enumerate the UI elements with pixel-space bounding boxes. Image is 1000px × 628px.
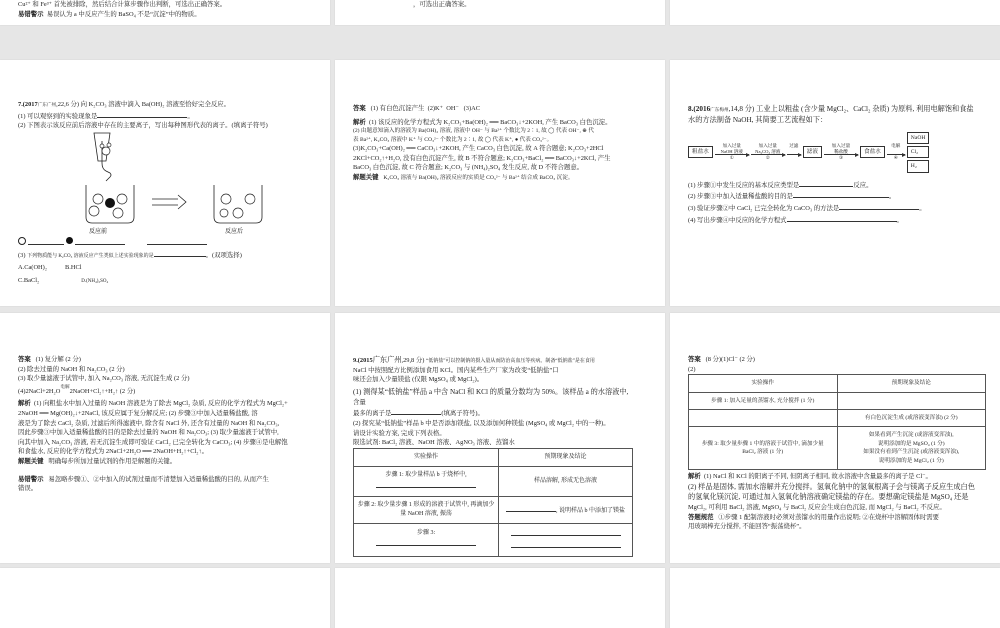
page-bottom-middle xyxy=(335,568,665,628)
label-warn: 易错警示 xyxy=(18,10,44,18)
subquestion-2: (2) 步骤③中加入适量稀盐酸的目的是 xyxy=(688,193,793,201)
question-stem: 味还会加入少量镁盐 (仅限 MgSO₄ 或 MgCl₂)。 xyxy=(353,376,484,384)
table-cell: 有白色沉淀生成 (或溶液变浑浊) (2 分) xyxy=(837,410,986,427)
page-bottom-right xyxy=(670,568,1000,628)
subquestion-1: 最多的离子是 xyxy=(353,410,392,418)
answer-text: (2)K⁺ xyxy=(427,105,444,112)
table-row xyxy=(354,466,633,496)
question-source: 广东广州 xyxy=(37,102,57,107)
text-line: ，可选出正确答案。 xyxy=(413,1,471,8)
table-cell: 步骤 3: 取少量步骤 1 中的溶液于试管中, 滴加少量 xyxy=(701,440,824,447)
reagent-list: 限选试剂: BaCl₂ 溶液、NaOH 溶液、AgNO₃ 溶液、蒸馏水 xyxy=(353,439,515,447)
page-bottom-left xyxy=(0,568,330,628)
explanation-line: BaCO₃ 白色沉淀, 故 C 符合题意; K₂CO₃ 与 (NH₄)₂SO₄ 发生反应, 故 D 不符合题意。 xyxy=(353,164,584,172)
question-points: ,14,8 分) xyxy=(728,105,755,113)
flow-box: NaOH xyxy=(907,132,930,144)
flow-arrow: 电解 ④ xyxy=(887,143,905,161)
subquestion-1: (填离子符号)。 xyxy=(441,410,484,418)
explanation-line: (3)K₂CO₃+Ca(OH)₂ xyxy=(353,145,405,152)
explanation-line: 因此步骤③中加入适量稀盐酸的目的是除去过量的 NaOH 和 Na₂CO₃; (3) 取少量滤液于试管中, xyxy=(18,429,279,437)
explanation-line: BaCO₃↓+2KOH, 产生 BaCO₃ 白色沉淀。 xyxy=(500,118,612,126)
explanation-line: 代 xyxy=(588,128,594,135)
table-cell xyxy=(689,410,838,427)
table-cell: , 说明样品 b 中添加了镁盐 xyxy=(556,507,626,514)
key-point-text: 明确每步所加过量试剂的作用是解题的关键。 xyxy=(48,458,177,466)
table-row xyxy=(689,410,986,427)
answer-line: (4)2NaCl+2H₂O xyxy=(18,387,61,395)
table-cell: 说明添加的是 MgCl₂ (1 分) xyxy=(878,457,944,464)
explanation-line: 2NaOH+H₂↑+Cl₂↑。 xyxy=(153,448,209,456)
explanation-line: Mg(OH)₂↓+2NaCl, 该反应属于复分解反应; (2) 步骤③中加入适量稀盐酸, 溶 xyxy=(50,410,258,418)
answer-line: (2) xyxy=(688,365,696,373)
explanation-line: (1) NaCl 和 KCl 的阳离子不同, 但阴离子相同, 故水溶液中含量最多的离子是 Cl⁻。 xyxy=(703,472,932,480)
table-cell: 说明添加的是 MgSO₄ (1 分) xyxy=(877,440,945,447)
explanation-line: MgCl₂, 可利用 BaCl₂ 溶液, MgSO₄ 与 BaCl₂ 反应会生成白色沉淀, 而 MgCl₂ 与 BaCl₂ 不反应。 xyxy=(688,504,946,512)
label-answer-rule: 答题规范 xyxy=(688,513,714,521)
subquestion-4: (4) 写出步骤④中反应的化学方程式 xyxy=(688,216,787,224)
explanation-line: 和食盐水, 反应的化学方程式为 2NaCl+2H₂O xyxy=(18,448,141,456)
flow-arrow: 加入过量 稀盐酸 ③ xyxy=(824,143,858,161)
table-header: 实验操作 xyxy=(354,448,499,466)
answer-blank xyxy=(799,179,853,187)
answer-blank xyxy=(376,538,476,546)
answer-blank xyxy=(97,110,187,118)
answer-blank xyxy=(154,249,206,257)
question-stem: 水的方法制备 NaOH, 其简要工艺流程如下： xyxy=(688,115,828,124)
condition-label: 电解 xyxy=(60,383,70,389)
page-question-9 xyxy=(335,313,665,563)
label-answer: 答案 xyxy=(18,356,31,363)
question-points: ,29,8 分) xyxy=(401,357,425,364)
label-before: 反应前 xyxy=(88,228,108,235)
answer-blank xyxy=(75,237,125,245)
explanation-line: (1) 向粗盐水中加入过量的 NaOH 溶液是为了除去 MgCl₂ 杂质, 反应的化学方程式为 MgCl₂+ xyxy=(33,400,288,408)
explanation-line: 代表 CO₃²⁻。 xyxy=(519,136,553,143)
page-top-right xyxy=(670,0,1000,25)
warn-text: 错误。 xyxy=(18,485,38,493)
process-flowchart xyxy=(688,132,986,173)
option-a: A.Ca(OH)₂ xyxy=(18,264,48,272)
answer-blank xyxy=(511,528,621,536)
table-header: 预期现象及结论 xyxy=(499,448,633,466)
circle-empty-icon xyxy=(18,237,26,245)
label-explanation: 解析 xyxy=(353,118,366,126)
flow-box: 粗盐水 xyxy=(688,146,713,158)
flow-box: 食盐水 xyxy=(860,146,885,158)
flow-box: 滤液 xyxy=(803,146,822,158)
table-cell: 如果看到产生沉淀 (或溶液变浑浊), xyxy=(868,432,954,439)
warn-text: 易忽略步骤①、②中加入的试剂过量而不清楚加入适量稀盐酸的目的, 从而产生 xyxy=(48,475,269,483)
explanation-line: 2KCl+CO₂↑+H₂O, 没有白色沉淀产生, 故 B 不符合题意; K₂CO₃+BaCl₂ xyxy=(353,154,544,162)
arrow-icon xyxy=(152,195,186,209)
flow-box: H₂ xyxy=(907,160,930,172)
page-answer-8: 答案 (1) 复分解 (2 分) (2) 除去过量的 NaOH 和 Na₂CO₃ (2 分) (3) 取少量滤液于试管中, 加入 Na₂CO₃ 溶液, 无沉淀生成 (2 分) $(4)2NaCl+2H_2O^{电解}2NaOH+Cl_2↑+H_2↑$ (2 分) 解析 (1) 向粗盐水中加入过量的 NaOH 溶液是为了除去 MgCl₂ 杂质, 反应的化学方程式为 MgCl₂+ 2NaOH ══ Mg(OH)₂↓+2NaCl, 该反应属于复分解反应; (2) 步骤③中加入适量稀盐酸, 溶 液是为了除去 CaCl₂ 杂质, 过滤后所得滤液中, 除含有 NaCl 外, 还含有过量的 NaOH 和 Na₂CO₃, 因此步骤③中加入适量稀盐酸的目的是除去过量的 NaOH 和 Na₂CO₃; (3) 取少量滤液于试管中, 向其中加入 Na₂CO₃ 溶液, 若无沉淀生成即可验证 CaCl₂ 已完全转化为 CaCO₃; (4) 步骤④是电解饱 和食盐水, 反应的化学方程式为 2NaCl+2H₂O ══ 2NaOH+H₂↑+Cl₂↑。 解题关键 明确每步所加过量试剂的作用是解题的关键。 易错警示 易忽略步骤①、②中加入的试剂过量而不清楚加入适量稀盐酸的目的, 从而产生 错误。 xyxy=(0,313,330,563)
explanation-line: 液是为了除去 CaCl₂ 杂质, 过滤后所得滤液中, 除含有 NaCl 外, 还含有过量的 NaOH 和 Na₂CO₃, xyxy=(18,419,280,427)
explanation-line: (2) 由题意知滴入的溶液为 Ba(OH)₂ 溶液, 溶液中 OH⁻ 与 Ba²⁺ 个数比为 2∶1, 故 xyxy=(353,128,547,135)
subquestion-3-text: 下列物质能与 K₂CO₃ 溶液反应产生类似上述实验现象的是 xyxy=(27,253,154,259)
answer-blank xyxy=(793,190,889,198)
page-question-8: 8.(2016广东梅州,14,8 分) 工业上以粗盐 (含少量 MgCl₂、CaCl₂ 杂质) 为原料, 利用电解饱和食盐 水的方法制备 NaOH, 其简要工艺流程如下： 粗盐水 加入过量 NaOH 溶液 ① 加入过量 Na₂CO₃ 溶液 ② 过滤 滤液 加入过量 稀盐酸 ③ 食盐水 电解 ④ NaOH Cl₂ H₂ (1) 步骤①中发生反应的基本反应类型是 反应。 (2) 步骤③中加入适量稀盐酸的目的是 。 (3) 验证步骤②中 CaCl₂ 已完全转化为 CaCO₃ 的方法是 。 (4) 写出步骤④中反应的化学方程式 。 xyxy=(670,60,1000,306)
explanation-line: 向其中加入 Na₂CO₃ 溶液, 若无沉淀生成即可验证 CaCl₂ 已完全转化为 CaCO₃; (4) 步骤④是电解饱 xyxy=(18,438,288,446)
legend-row xyxy=(18,237,316,245)
page-top-middle xyxy=(335,0,665,25)
label-explanation: 解析 xyxy=(688,472,701,480)
answer-text: (3)AC xyxy=(463,105,480,112)
table-header: 实验操作 xyxy=(689,375,838,392)
table-cell: 步骤 3: xyxy=(416,530,436,537)
answer-blank xyxy=(147,237,207,245)
page-question-7: 7.(2017广东广州,22,6 分) 向 K₂CO₃ 溶液中滴入 Ba(OH)₂ 溶液至恰好完全反应。 (1) 可以观察到的实验现象是 。 (2) 下图表示该反应前后溶液中存在的主要离子，写出每种图形代表的离子。(填离子符号) 反应前 反应后 (3) 下列物质能与 K₂CO₃ 溶液反应产生类似上述实验现象的是 。(双项选择) A.Ca(OH)₂ B.HCl C.BaCl₂ D.(NH₄)₂SO₄ xyxy=(0,60,330,306)
subquestion-1: (1) 步骤①中发生反应的基本反应类型是 xyxy=(688,181,800,189)
text-line: 易误认为 a 中反应产生的 BaSO₄ 不是“沉淀”中的物质。 xyxy=(46,10,201,18)
answer-text: OH⁻ xyxy=(446,105,459,112)
answer-blank xyxy=(506,504,556,512)
reaction-diagram xyxy=(66,131,286,235)
answer-text: (1) 有白色沉淀产生 xyxy=(370,105,425,112)
answer-line: 2NaOH+Cl₂↑+H₂↑ (2 分) xyxy=(69,387,136,395)
table-cell xyxy=(837,392,986,409)
flow-arrow: 加入过量 NaOH 溶液 ① xyxy=(715,143,749,161)
explanation-line: (1) 该反应的化学方程式为 K₂CO₃+Ba(OH)₂ xyxy=(368,118,488,126)
explanation-line: 2NaOH xyxy=(18,410,38,418)
table-cell: 步骤 1: 取少量样品 b 于烧杯中, xyxy=(385,471,467,478)
subquestion-2: (2) 探究某“低钠盐”样品 b 中是否添加镁盐, 以及添加何种镁盐 (MgSO₄ 或 MgCl₂ 中的一种)。 xyxy=(353,420,610,428)
table-row xyxy=(354,496,633,523)
question-stem: 工业上以粗盐 (含少量 MgCl₂、CaCl₂ 杂质) 为原料, 利用电解饱和食盐 xyxy=(756,105,974,113)
table-header: 预期现象及结论 xyxy=(837,375,986,392)
key-point-text: K₂CO₃ 溶液与 Ba(OH)₂ 溶液反应的实质是 CO₃²⁻ 与 Ba²⁺ 结合成 BaCO₃ 沉淀。 xyxy=(383,174,574,181)
label-after: 反应后 xyxy=(224,228,244,235)
option-c: C.BaCl₂ xyxy=(18,277,40,285)
question-number: 8.(2016 xyxy=(688,105,711,113)
explanation-line: 的氢氧化镁沉淀, 可通过加入氢氧化钠溶液确定镁盐的存在。要想确定镁盐是 MgSO₄ 还是 xyxy=(688,493,969,502)
option-d: D.(NH₄)₂SO₄ xyxy=(81,279,109,285)
table-row xyxy=(354,523,633,556)
question-points: ,22,6 分) xyxy=(56,101,79,108)
table-cell: 步骤 2: 取少量步骤 1 形成的溶液于试管中, 再滴加少量 NaOH 溶液, 振荡 xyxy=(354,496,499,523)
question-stem: 向 K₂CO₃ 溶液中滴入 Ba(OH)₂ 溶液至恰好完全反应。 xyxy=(80,101,231,108)
page-answer-7: 答案 (1) 有白色沉淀产生 (2)K⁺ OH⁻ (3)AC 解析 (1) 该反应的化学方程式为 K₂CO₃+Ba(OH)₂ ══ BaCO₃↓+2KOH, 产生 BaCO₃ 白色沉淀。 (2) 由题意知滴入的溶液为 Ba(OH)₂ 溶液, 溶液中 OH⁻ 与 Ba²⁺ 个数比为 2∶1, 故 ◯ 代表 OH⁻, ⊕ 代 表 Ba²⁺, K₂CO₃ 溶液中 K⁺ 与 CO₃²⁻ 个数比为 2∶1, 故 ◯ 代表 K⁺, ● 代表 CO₃²⁻。 (3)K₂CO₃+Ca(OH)₂ ══ CaCO₃↓+2KOH, 产生 CaCO₃ 白色沉淀, 故 A 符合题意; K₂CO₃+2HCl 2KCl+CO₂↑+H₂O, 没有白色沉淀产生, 故 B 不符合题意; K₂CO₃+BaCl₂ ══ BaCO₃↓+2KCl, 产生 BaCO₃ 白色沉淀, 故 C 符合题意; K₂CO₃ 与 (NH₄)₂SO₄ 发生反应, 故 D 不符合题意。 解题关键 K₂CO₃ 溶液与 Ba(OH)₂ 溶液反应的实质是 CO₃²⁻ 与 Ba²⁺ 结合成 BaCO₃ 沉淀。 xyxy=(335,60,665,306)
rule-text: 用玻璃棒充分搅拌, 不能回答“振荡烧杯”。 xyxy=(688,523,806,531)
subquestion-3: (3) xyxy=(18,251,26,259)
answer-blank xyxy=(391,407,441,415)
answer-blank xyxy=(511,540,621,548)
table-row xyxy=(689,427,986,470)
answer-table xyxy=(688,374,986,470)
answer-line: (1) 复分解 (2 分) xyxy=(35,356,81,363)
table-cell: 步骤 1: 加入足量的蒸馏水, 充分搅拌 (1 分) xyxy=(689,392,838,409)
label-key-point: 解题关键 xyxy=(353,173,379,181)
flow-arrow: 过滤 xyxy=(787,143,801,161)
table-cell: BaCl₂ 溶液 (1 分) xyxy=(742,449,784,456)
answer-blank xyxy=(839,202,919,210)
subquestion-3: (3) 验证步骤②中 CaCl₂ 已完全转化为 CaCO₃ 的方法是 xyxy=(688,204,840,212)
page-answer-9 xyxy=(670,313,1000,563)
text-line: Cu²⁺ 和 Fe³⁺ 首先被排除，然后结合计算步骤作出判断，可选出正确答案。 xyxy=(18,1,227,8)
answer-blank xyxy=(28,237,64,245)
question-stem: “低钠盐”可以控制钠的摄入量从而防治高血压等疾病。制备“低钠盐”是在食用 xyxy=(425,359,595,364)
question-number: 7.(2017 xyxy=(18,101,38,108)
explanation-line: CaCO₃↓+2KOH, 产生 CaCO₃ 白色沉淀, 故 A 符合题意; K₂CO₃+2HCl xyxy=(417,145,604,152)
label-warn: 易错警示 xyxy=(18,475,44,483)
answer-blank xyxy=(376,480,476,488)
answer-line: (8 分)(1)Cl⁻ (2 分) xyxy=(705,356,755,363)
subquestion-1: (1) 测得某“低钠盐”样品 a 中含 NaCl 和 KCl 的质量分数均为 50%。该样品 a 的水溶液中, xyxy=(353,388,629,397)
subquestion-1: (1) 可以观察到的实验现象是 xyxy=(18,112,98,120)
question-source: 广东梅州 xyxy=(710,107,729,112)
subquestion-2: 请设计实验方案, 完成下列表格。 xyxy=(353,429,446,437)
answer-blank xyxy=(787,214,897,222)
question-source: 广东广州 xyxy=(372,356,402,364)
explanation-line: (2) 样品是固体, 需加水溶解并充分搅拌。氢氧化钠中的氢氧根离子会与镁离子反应生成白色 xyxy=(688,482,975,491)
subquestion-1: 含量 xyxy=(353,398,366,406)
subquestion-3-note: 。(双项选择) xyxy=(205,251,242,259)
table-cell: 如果没有看到产生沉淀 (或溶液变浑浊), xyxy=(863,449,960,456)
subquestion-2: (2) 下图表示该反应前后溶液中存在的主要离子，写出每种图形代表的离子。(填离子符号) xyxy=(18,122,268,130)
explanation-line: BaCO₃↓+2KCl, 产生 xyxy=(555,154,611,162)
table-cell: 样品溶解, 形成无色溶液 xyxy=(499,466,633,496)
label-answer: 答案 xyxy=(353,105,366,112)
explanation-line: 代表 K⁺, xyxy=(492,136,514,143)
answer-line: (3) 取少量滤液于试管中, 加入 Na₂CO₃ 溶液, 无沉淀生成 (2 分) xyxy=(18,375,190,383)
flow-box: Cl₂ xyxy=(907,146,930,158)
explanation-line: 表 Ba²⁺, K₂CO₃ 溶液中 K⁺ 与 CO₃²⁻ 个数比为 2∶1, 故 xyxy=(353,136,484,143)
subquestion-1-end: 反应。 xyxy=(853,181,873,189)
circle-filled-icon xyxy=(66,237,73,244)
option-b: B.HCl xyxy=(65,264,82,272)
flow-arrow: 加入过量 Na₂CO₃ 溶液 ② xyxy=(751,143,785,161)
question-stem: NaCl 中按照配方比例添加食用 KCl。国内某些生产厂家为改变“低钠盐”口 xyxy=(353,366,559,374)
label-key-point: 解题关键 xyxy=(18,458,44,466)
page-top-left xyxy=(0,0,330,25)
experiment-table xyxy=(353,448,633,557)
label-answer: 答案 xyxy=(688,356,701,363)
table-row xyxy=(689,392,986,409)
rule-text: ①步骤 1 配制溶液时必须对蒸馏水的用量作出说明; ②在烧杯中溶解固体时需要 xyxy=(718,513,940,521)
question-number: 9.(2015 xyxy=(353,357,373,364)
explanation-line: 代表 OH⁻, xyxy=(555,128,581,135)
answer-line: (2) 除去过量的 NaOH 和 Na₂CO₃ (2 分) xyxy=(18,365,125,373)
label-explanation: 解析 xyxy=(18,400,31,408)
